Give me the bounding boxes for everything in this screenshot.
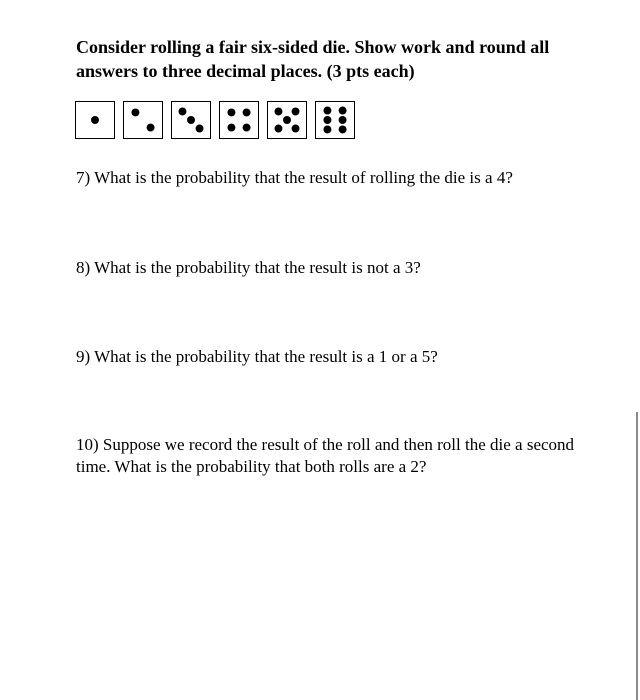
dice-faces-row [75,101,357,141]
die-face-3-icon [171,101,211,139]
die-face-6-icon [315,101,355,139]
instructions-heading: Consider rolling a fair six-sided die. Show work and round all answers to three decimal places. (3 pts each) [76,37,550,81]
die-face-5-icon [267,101,307,139]
question-7: 7) What is the probability that the result of rolling the die is a 4? [76,168,513,187]
die-face-2-icon [123,101,163,139]
vertical-scrollbar[interactable] [636,412,638,700]
die-face-1-icon [75,101,115,139]
question-9: 9) What is the probability that the result is a 1 or a 5? [76,347,438,366]
question-10: 10) Suppose we record the result of the roll and then roll the die a second time. What is the probability that both rolls are a 2? [76,435,575,476]
question-8: 8) What is the probability that the result is not a 3? [76,258,421,277]
die-face-4-icon [219,101,259,139]
